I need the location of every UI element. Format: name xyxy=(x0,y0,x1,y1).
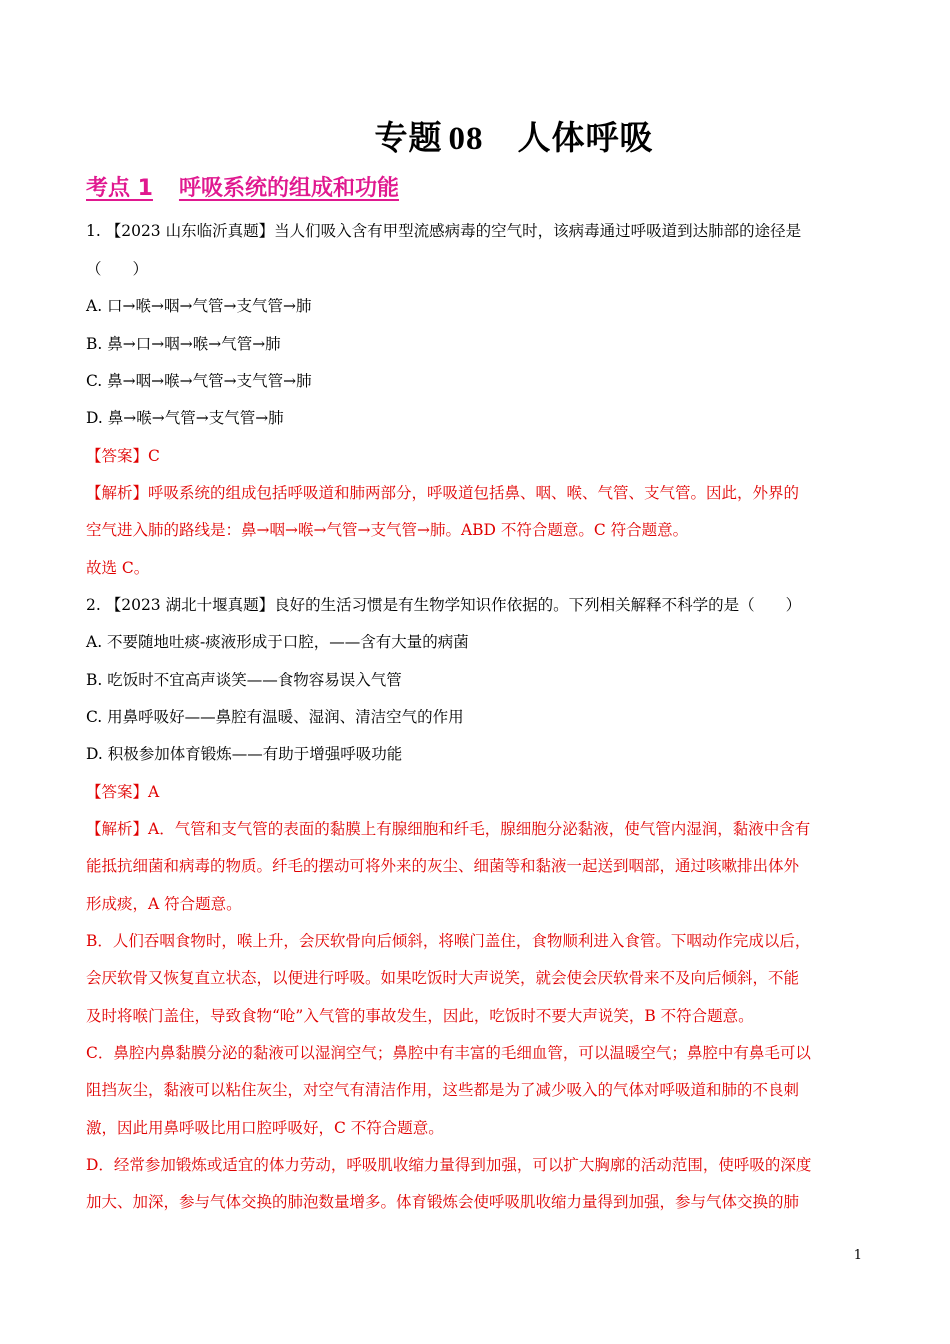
question-1-option-c: C. 鼻→咽→喉→气管→支气管→肺 xyxy=(86,372,312,390)
question-2-option-c: C. 用鼻呼吸好——鼻腔有温暖、湿润、清洁空气的作用 xyxy=(86,708,464,726)
question-1-option-d: D. 鼻→喉→气管→支气管→肺 xyxy=(86,409,284,427)
question-1-explanation: 【解析】呼吸系统的组成包括呼吸道和肺两部分，呼吸道包括鼻、咽、喉、气管、支气管。因此，外界的 xyxy=(86,484,800,502)
title-number: 08 xyxy=(448,121,484,157)
question-2-explanation-line: 阻挡灰尘，黏液可以粘住灰尘，对空气有清洁作用，这些都是为了减少吸入的气体对呼吸道和肺的不良刺 xyxy=(86,1081,800,1099)
question-2-stem: 2. 【2023 湖北十堰真题】良好的生活习惯是有生物学知识作依据的。下列相关解释不科学的是（ ） xyxy=(86,596,802,614)
question-1-conclusion: 故选 C。 xyxy=(86,559,150,577)
question-2-answer: 【答案】A xyxy=(86,783,160,801)
title-topic: 人体呼吸 xyxy=(517,118,654,157)
question-1-answer: 【答案】C xyxy=(86,447,160,465)
question-1-explanation-line: 空气进入肺的路线是：鼻→咽→喉→气管→支气管→肺。ABD 不符合题意。C 符合题意。 xyxy=(86,521,689,539)
question-1-stem: 1. 【2023 山东临沂真题】当人们吸入含有甲型流感病毒的空气时，该病毒通过呼吸道到达肺部的途径是 xyxy=(86,222,802,240)
page-title xyxy=(0,112,950,159)
question-2-explanation-a: 【解析】A．气管和支气管的表面的黏膜上有腺细胞和纤毛，腺细胞分泌黏液，使气管内湿润，黏液中含有 xyxy=(86,820,811,838)
question-2-explanation-d: D．经常参加锻炼或适宜的体力劳动，呼吸肌收缩力量得到加强，可以扩大胸廓的活动范围，使呼吸的深度 xyxy=(86,1156,812,1174)
section-name: 呼吸系统的组成和功能 xyxy=(178,176,399,201)
question-2-explanation-line: 能抵抗细菌和病毒的物质。纤毛的摆动可将外来的灰尘、细菌等和黏液一起送到咽部，通过咳嗽排出体外 xyxy=(86,857,800,875)
question-2-option-d: D. 积极参加体育锻炼——有助于增强呼吸功能 xyxy=(86,745,403,763)
section-label: 考点 1 xyxy=(86,176,153,201)
question-2-explanation-line: 形成痰，A 符合题意。 xyxy=(86,895,242,913)
question-2-option-b: B. 吃饭时不宜高声谈笑——食物容易误入气管 xyxy=(86,671,402,689)
question-2-explanation-b: B．人们吞咽食物时，喉上升，会厌软骨向后倾斜，将喉门盖住，食物顺利进入食管。下咽动作完成以后， xyxy=(86,932,811,950)
question-2-explanation-c: C．鼻腔内鼻黏膜分泌的黏液可以湿润空气；鼻腔中有丰富的毛细血管，可以温暖空气；鼻腔中有鼻毛可以 xyxy=(86,1044,811,1062)
question-2-explanation-line: 激，因此用鼻呼吸比用口腔呼吸好，C 不符合题意。 xyxy=(86,1119,444,1137)
question-1-option-b: B. 鼻→口→咽→喉→气管→肺 xyxy=(86,335,281,353)
question-1-option-a: A. 口→喉→咽→气管→支气管→肺 xyxy=(86,297,312,315)
question-1-stem-blank: （ ） xyxy=(86,260,149,278)
page-number: 1 xyxy=(853,1248,862,1263)
question-2-option-a: A. 不要随地吐痰-痰液形成于口腔，——含有大量的病菌 xyxy=(86,633,469,651)
question-2-explanation-line: 加大、加深，参与气体交换的肺泡数量增多。体育锻炼会使呼吸肌收缩力量得到加强，参与气体交换的肺 xyxy=(86,1193,800,1211)
title-prefix: 专题 xyxy=(374,118,443,157)
section-heading xyxy=(86,171,399,202)
question-2-explanation-line: 会厌软骨又恢复直立状态，以便进行呼吸。如果吃饭时大声说笑，就会使会厌软骨来不及向后倾斜，不能 xyxy=(86,969,800,987)
question-2-explanation-line: 及时将喉门盖住，导致食物“呛”入气管的事故发生，因此，吃饭时不要大声说笑，B 不符合题意。 xyxy=(86,1007,754,1025)
